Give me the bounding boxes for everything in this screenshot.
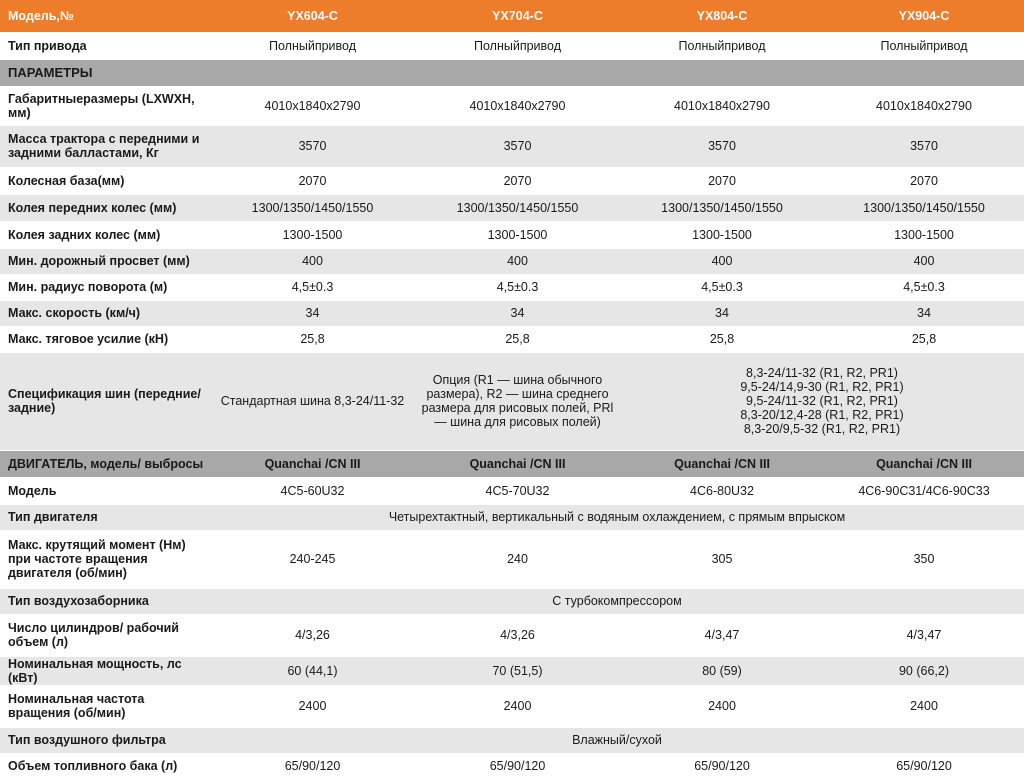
cell: 1300/1350/1450/1550 <box>620 194 824 221</box>
cell: 1300/1350/1450/1550 <box>210 194 415 221</box>
cell: 4/3,47 <box>824 614 1024 656</box>
tire-list-item: 8,3-20/12,4-28 (R1, R2, PR1) <box>740 408 904 422</box>
cell: Quanchai /CN III <box>824 450 1024 477</box>
row-label: Колея передних колес (мм) <box>0 194 210 221</box>
cell: 65/90/120 <box>824 753 1024 779</box>
table-row <box>0 352 1024 450</box>
cell: 65/90/120 <box>210 753 415 779</box>
row-label: Макс. скорость (км/ч) <box>0 300 210 326</box>
row-label: Колея задних колес (мм) <box>0 221 210 248</box>
table-row <box>0 753 1024 779</box>
row-label: Масса трактора с передними и задними балластами, Кг <box>0 125 210 167</box>
cell: 1300/1350/1450/1550 <box>824 194 1024 221</box>
cell: 3570 <box>415 125 620 167</box>
cell: 305 <box>620 530 824 588</box>
row-label: Тип привода <box>0 32 210 59</box>
table-row <box>0 656 1024 685</box>
row-label: Мин. дорожный просвет (мм) <box>0 248 210 274</box>
cell: 2400 <box>415 685 620 727</box>
cell: 1300-1500 <box>415 221 620 248</box>
engine-section-sub: , модель/ выбросы <box>83 456 204 471</box>
cell: 34 <box>824 300 1024 326</box>
cell: 400 <box>415 248 620 274</box>
cell: 90 (66,2) <box>824 656 1024 685</box>
section-title <box>0 450 210 477</box>
cell: 2070 <box>415 167 620 194</box>
table-row <box>0 614 1024 656</box>
cell: 400 <box>620 248 824 274</box>
model-name: YX904-C <box>824 0 1024 32</box>
cell: 60 (44,1) <box>210 656 415 685</box>
table-row <box>0 300 1024 326</box>
cell: Полныйпривод <box>620 32 824 59</box>
cell: 1300-1500 <box>620 221 824 248</box>
cell: 25,8 <box>824 326 1024 352</box>
row-label: Номинальная частота вращения (об/мин) <box>0 685 210 727</box>
cell: 80 (59) <box>620 656 824 685</box>
cell: 4/3,47 <box>620 614 824 656</box>
cell: 4010x1840x2790 <box>824 86 1024 125</box>
row-label: Макс. крутящий момент (Нм) при частоте вращения двигателя (об/мин) <box>0 530 210 588</box>
cell: Quanchai /CN III <box>620 450 824 477</box>
row-label: Макс. тяговое усилие (кН) <box>0 326 210 352</box>
cell: 4010x1840x2790 <box>210 86 415 125</box>
cell: 4,5±0.3 <box>620 274 824 300</box>
section-header-params <box>0 59 1024 86</box>
row-label: Тип воздушного фильтра <box>0 727 210 753</box>
tire-standard: Стандартная шина 8,3-24/11-32 <box>210 352 415 450</box>
row-label: Тип двигателя <box>0 504 210 530</box>
cell: 400 <box>824 248 1024 274</box>
cell: 25,8 <box>620 326 824 352</box>
cell: 4,5±0.3 <box>824 274 1024 300</box>
cell: 70 (51,5) <box>415 656 620 685</box>
cell: 1300-1500 <box>210 221 415 248</box>
table-row <box>0 125 1024 167</box>
model-name: YX804-C <box>620 0 824 32</box>
cell: 2070 <box>620 167 824 194</box>
row-label: Мин. радиус поворота (м) <box>0 274 210 300</box>
cell: 350 <box>824 530 1024 588</box>
table-row <box>0 530 1024 588</box>
cell: 1300/1350/1450/1550 <box>415 194 620 221</box>
row-label: Объем топливного бака (л) <box>0 753 210 779</box>
header-label: Модель,№ <box>0 0 210 32</box>
cell: Четырехтактный, вертикальный с водяным охлаждением, с прямым впрыском <box>210 504 1024 530</box>
table-row <box>0 274 1024 300</box>
table-row <box>0 32 1024 59</box>
cell: 400 <box>210 248 415 274</box>
tire-list-item: 8,3-24/11-32 (R1, R2, PR1) <box>746 366 898 380</box>
row-label: Модель <box>0 477 210 504</box>
cell: 2400 <box>824 685 1024 727</box>
cell: 25,8 <box>210 326 415 352</box>
cell: 2070 <box>210 167 415 194</box>
cell: 4/3,26 <box>415 614 620 656</box>
tire-list-item: 8,3-20/9,5-32 (R1, R2, PR1) <box>743 422 901 436</box>
table-row <box>0 588 1024 614</box>
table-row <box>0 194 1024 221</box>
cell: 65/90/120 <box>620 753 824 779</box>
cell: 34 <box>210 300 415 326</box>
tire-option: Опция (R1 — шина обычного размера), R2 — шина среднего размера для рисовых полей, PRl — шина для рисовых полей) <box>415 352 620 450</box>
cell: 240-245 <box>210 530 415 588</box>
cell: 3570 <box>824 125 1024 167</box>
tire-list-item: 9,5-24/11-32 (R1, R2, PR1) <box>746 394 898 408</box>
cell: 2070 <box>824 167 1024 194</box>
cell: 1300-1500 <box>824 221 1024 248</box>
tire-list <box>620 352 1024 450</box>
row-label: Спецификация шин (передние/задние) <box>0 352 210 450</box>
cell: 4010x1840x2790 <box>620 86 824 125</box>
cell: 4,5±0.3 <box>415 274 620 300</box>
table-row <box>0 326 1024 352</box>
row-label: Тип воздухозаборника <box>0 588 210 614</box>
table-row <box>0 86 1024 125</box>
cell: 4/3,26 <box>210 614 415 656</box>
cell: Quanchai /CN III <box>415 450 620 477</box>
cell: 34 <box>415 300 620 326</box>
cell: Полныйпривод <box>824 32 1024 59</box>
model-name: YX604-C <box>210 0 415 32</box>
cell: 25,8 <box>415 326 620 352</box>
cell: 4,5±0.3 <box>210 274 415 300</box>
section-header-engine <box>0 450 1024 477</box>
cell: Полныйпривод <box>415 32 620 59</box>
cell: 65/90/120 <box>415 753 620 779</box>
cell: Полныйпривод <box>210 32 415 59</box>
cell: 4C6-80U32 <box>620 477 824 504</box>
cell: 4C5-60U32 <box>210 477 415 504</box>
header-row <box>0 0 1024 32</box>
section-title: ПАРАМЕТРЫ <box>0 59 1024 86</box>
row-label: Число цилиндров/ рабочий объем (л) <box>0 614 210 656</box>
cell: Влажный/сухой <box>210 727 1024 753</box>
row-label: Колесная база(мм) <box>0 167 210 194</box>
table-row <box>0 504 1024 530</box>
model-name: YX704-C <box>415 0 620 32</box>
engine-section-label: ДВИГАТЕЛЬ <box>8 456 84 471</box>
cell: 2400 <box>210 685 415 727</box>
cell: 4010x1840x2790 <box>415 86 620 125</box>
table-row <box>0 727 1024 753</box>
cell: С турбокомпрессором <box>210 588 1024 614</box>
row-label: Габаритныеразмеры (LXWXH, мм) <box>0 86 210 125</box>
tire-list-item: 9,5-24/14,9-30 (R1, R2, PR1) <box>740 380 904 394</box>
cell: Quanchai /CN III <box>210 450 415 477</box>
cell: 3570 <box>210 125 415 167</box>
table-row <box>0 248 1024 274</box>
table-row <box>0 221 1024 248</box>
table-row <box>0 167 1024 194</box>
cell: 3570 <box>620 125 824 167</box>
row-label: Номинальная мощность, лс (кВт) <box>0 656 210 685</box>
table-row <box>0 477 1024 504</box>
cell: 2400 <box>620 685 824 727</box>
cell: 4C6-90C31/4C6-90C33 <box>824 477 1024 504</box>
cell: 34 <box>620 300 824 326</box>
table-row <box>0 685 1024 727</box>
cell: 4C5-70U32 <box>415 477 620 504</box>
cell: 240 <box>415 530 620 588</box>
